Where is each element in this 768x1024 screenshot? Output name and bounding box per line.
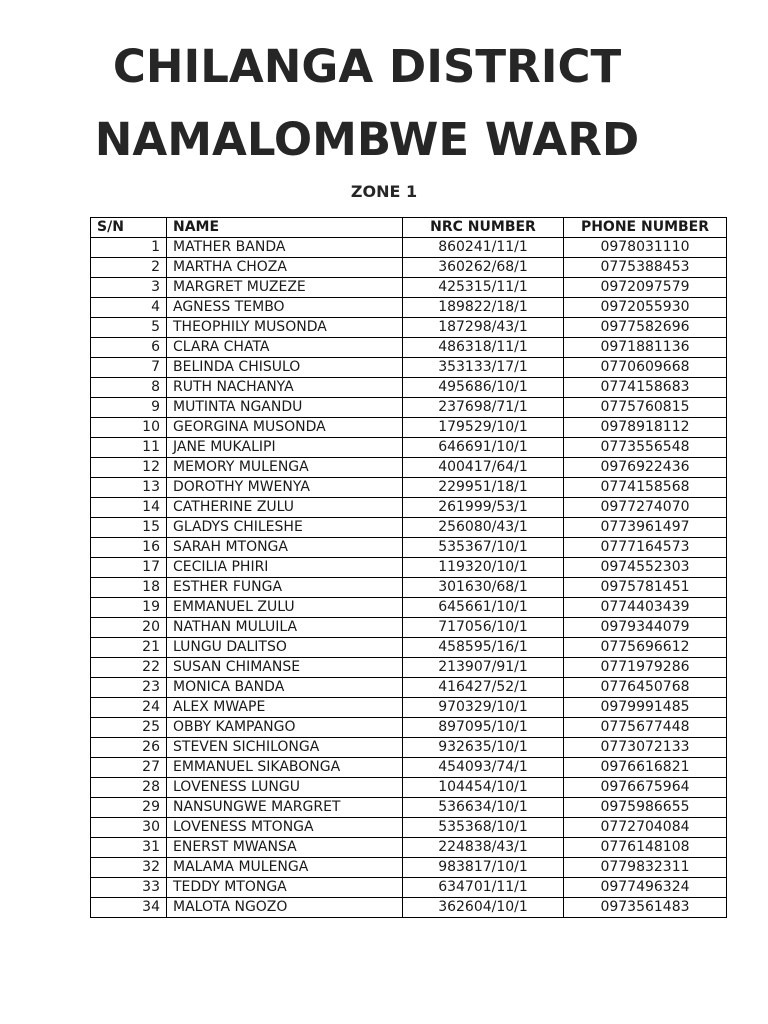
cell-nrc: 237698/71/1: [403, 398, 564, 418]
cell-name: MALAMA MULENGA: [167, 858, 403, 878]
cell-name: CLARA CHATA: [167, 338, 403, 358]
cell-name: MARGRET MUZEZE: [167, 278, 403, 298]
cell-name: ENERST MWANSA: [167, 838, 403, 858]
cell-nrc: 932635/10/1: [403, 738, 564, 758]
cell-nrc: 535368/10/1: [403, 818, 564, 838]
cell-phone: 0774403439: [564, 598, 727, 618]
cell-sn: 22: [91, 658, 167, 678]
table-row: [91, 398, 727, 418]
cell-sn: 21: [91, 638, 167, 658]
table-row: [91, 578, 727, 598]
cell-nrc: 187298/43/1: [403, 318, 564, 338]
cell-name: MEMORY MULENGA: [167, 458, 403, 478]
table-row: [91, 378, 727, 398]
cell-sn: 30: [91, 818, 167, 838]
cell-nrc: 983817/10/1: [403, 858, 564, 878]
cell-phone: 0973561483: [564, 898, 727, 918]
table-row: [91, 558, 727, 578]
cell-sn: 27: [91, 758, 167, 778]
cell-name: JANE MUKALIPI: [167, 438, 403, 458]
cell-phone: 0773556548: [564, 438, 727, 458]
cell-nrc: 360262/68/1: [403, 258, 564, 278]
table-row: [91, 478, 727, 498]
cell-name: EMMANUEL SIKABONGA: [167, 758, 403, 778]
cell-name: EMMANUEL ZULU: [167, 598, 403, 618]
column-header-sn: S/N: [91, 218, 167, 238]
table-row: [91, 638, 727, 658]
table-row: [91, 838, 727, 858]
cell-nrc: 458595/16/1: [403, 638, 564, 658]
cell-nrc: 645661/10/1: [403, 598, 564, 618]
cell-sn: 7: [91, 358, 167, 378]
cell-sn: 34: [91, 898, 167, 918]
cell-name: DOROTHY MWENYA: [167, 478, 403, 498]
cell-sn: 18: [91, 578, 167, 598]
cell-nrc: 646691/10/1: [403, 438, 564, 458]
cell-phone: 0975986655: [564, 798, 727, 818]
cell-nrc: 970329/10/1: [403, 698, 564, 718]
table-row: [91, 298, 727, 318]
cell-name: LOVENESS LUNGU: [167, 778, 403, 798]
cell-name: NATHAN MULUILA: [167, 618, 403, 638]
cell-nrc: 897095/10/1: [403, 718, 564, 738]
roster-table: [90, 217, 727, 918]
column-header-nrc: NRC NUMBER: [403, 218, 564, 238]
cell-sn: 14: [91, 498, 167, 518]
table-row: [91, 358, 727, 378]
cell-nrc: 261999/53/1: [403, 498, 564, 518]
table-row: [91, 678, 727, 698]
cell-name: TEDDY MTONGA: [167, 878, 403, 898]
cell-sn: 17: [91, 558, 167, 578]
cell-nrc: 256080/43/1: [403, 518, 564, 538]
cell-name: STEVEN SICHILONGA: [167, 738, 403, 758]
cell-phone: 0971881136: [564, 338, 727, 358]
table-row: [91, 718, 727, 738]
cell-nrc: 224838/43/1: [403, 838, 564, 858]
cell-phone: 0775760815: [564, 398, 727, 418]
column-header-phone: PHONE NUMBER: [564, 218, 727, 238]
table-row: [91, 618, 727, 638]
cell-sn: 20: [91, 618, 167, 638]
column-header-name: NAME: [167, 218, 403, 238]
cell-sn: 9: [91, 398, 167, 418]
cell-name: MARTHA CHOZA: [167, 258, 403, 278]
cell-nrc: 213907/91/1: [403, 658, 564, 678]
cell-nrc: 536634/10/1: [403, 798, 564, 818]
cell-sn: 4: [91, 298, 167, 318]
cell-nrc: 634701/11/1: [403, 878, 564, 898]
cell-sn: 5: [91, 318, 167, 338]
table-row: [91, 758, 727, 778]
cell-phone: 0977496324: [564, 878, 727, 898]
table-row: [91, 778, 727, 798]
cell-nrc: 495686/10/1: [403, 378, 564, 398]
cell-name: OBBY KAMPANGO: [167, 718, 403, 738]
cell-name: LOVENESS MTONGA: [167, 818, 403, 838]
cell-nrc: 189822/18/1: [403, 298, 564, 318]
cell-sn: 2: [91, 258, 167, 278]
cell-name: AGNESS TEMBO: [167, 298, 403, 318]
cell-phone: 0775388453: [564, 258, 727, 278]
cell-sn: 11: [91, 438, 167, 458]
cell-sn: 33: [91, 878, 167, 898]
table-row: [91, 898, 727, 918]
cell-name: ESTHER FUNGA: [167, 578, 403, 598]
cell-name: MONICA BANDA: [167, 678, 403, 698]
table-row: [91, 498, 727, 518]
cell-phone: 0972055930: [564, 298, 727, 318]
cell-phone: 0978918112: [564, 418, 727, 438]
cell-phone: 0773961497: [564, 518, 727, 538]
cell-nrc: 717056/10/1: [403, 618, 564, 638]
table-row: [91, 658, 727, 678]
table-row: [91, 538, 727, 558]
cell-phone: 0976675964: [564, 778, 727, 798]
cell-sn: 10: [91, 418, 167, 438]
cell-name: MALOTA NGOZO: [167, 898, 403, 918]
table-row: [91, 818, 727, 838]
cell-phone: 0977582696: [564, 318, 727, 338]
cell-phone: 0976616821: [564, 758, 727, 778]
table-row: [91, 418, 727, 438]
cell-sn: 16: [91, 538, 167, 558]
cell-nrc: 400417/64/1: [403, 458, 564, 478]
cell-nrc: 104454/10/1: [403, 778, 564, 798]
cell-phone: 0776450768: [564, 678, 727, 698]
cell-phone: 0775696612: [564, 638, 727, 658]
table-row: [91, 518, 727, 538]
cell-sn: 29: [91, 798, 167, 818]
cell-sn: 12: [91, 458, 167, 478]
document-title-ward: NAMALOMBWE WARD: [94, 113, 640, 166]
cell-phone: 0775677448: [564, 718, 727, 738]
cell-name: MATHER BANDA: [167, 238, 403, 258]
table-row: [91, 278, 727, 298]
cell-phone: 0773072133: [564, 738, 727, 758]
cell-phone: 0777164573: [564, 538, 727, 558]
table-row: [91, 318, 727, 338]
cell-nrc: 229951/18/1: [403, 478, 564, 498]
cell-name: GLADYS CHILESHE: [167, 518, 403, 538]
cell-phone: 0974552303: [564, 558, 727, 578]
cell-phone: 0979344079: [564, 618, 727, 638]
cell-sn: 1: [91, 238, 167, 258]
cell-nrc: 860241/11/1: [403, 238, 564, 258]
table-row: [91, 878, 727, 898]
cell-sn: 24: [91, 698, 167, 718]
cell-sn: 23: [91, 678, 167, 698]
cell-sn: 26: [91, 738, 167, 758]
cell-name: CECILIA PHIRI: [167, 558, 403, 578]
cell-nrc: 362604/10/1: [403, 898, 564, 918]
cell-nrc: 535367/10/1: [403, 538, 564, 558]
table-row: [91, 258, 727, 278]
table-row: [91, 598, 727, 618]
table-row: [91, 738, 727, 758]
cell-sn: 15: [91, 518, 167, 538]
cell-phone: 0976922436: [564, 458, 727, 478]
table-row: [91, 798, 727, 818]
cell-sn: 8: [91, 378, 167, 398]
cell-name: THEOPHILY MUSONDA: [167, 318, 403, 338]
cell-name: ALEX MWAPE: [167, 698, 403, 718]
cell-phone: 0771979286: [564, 658, 727, 678]
cell-phone: 0979991485: [564, 698, 727, 718]
cell-sn: 32: [91, 858, 167, 878]
cell-nrc: 454093/74/1: [403, 758, 564, 778]
cell-phone: 0977274070: [564, 498, 727, 518]
cell-phone: 0978031110: [564, 238, 727, 258]
table-row: [91, 458, 727, 478]
cell-nrc: 179529/10/1: [403, 418, 564, 438]
table-row: [91, 238, 727, 258]
table-row: [91, 338, 727, 358]
cell-phone: 0779832311: [564, 858, 727, 878]
cell-name: NANSUNGWE MARGRET: [167, 798, 403, 818]
cell-name: SARAH MTONGA: [167, 538, 403, 558]
table-row: [91, 698, 727, 718]
cell-phone: 0774158568: [564, 478, 727, 498]
cell-sn: 6: [91, 338, 167, 358]
cell-name: BELINDA CHISULO: [167, 358, 403, 378]
cell-name: LUNGU DALITSO: [167, 638, 403, 658]
cell-name: CATHERINE ZULU: [167, 498, 403, 518]
table-row: [91, 858, 727, 878]
cell-name: SUSAN CHIMANSE: [167, 658, 403, 678]
cell-nrc: 425315/11/1: [403, 278, 564, 298]
cell-phone: 0972097579: [564, 278, 727, 298]
document-title-district: CHILANGA DISTRICT: [112, 40, 622, 93]
table-header-row: [91, 218, 727, 238]
cell-phone: 0776148108: [564, 838, 727, 858]
cell-sn: 25: [91, 718, 167, 738]
cell-nrc: 353133/17/1: [403, 358, 564, 378]
table-body: [91, 238, 727, 918]
zone-heading: ZONE 1: [350, 182, 418, 201]
cell-nrc: 119320/10/1: [403, 558, 564, 578]
cell-name: MUTINTA NGANDU: [167, 398, 403, 418]
cell-sn: 13: [91, 478, 167, 498]
cell-sn: 28: [91, 778, 167, 798]
cell-nrc: 486318/11/1: [403, 338, 564, 358]
cell-nrc: 416427/52/1: [403, 678, 564, 698]
cell-nrc: 301630/68/1: [403, 578, 564, 598]
cell-phone: 0772704084: [564, 818, 727, 838]
cell-phone: 0774158683: [564, 378, 727, 398]
table-row: [91, 438, 727, 458]
cell-sn: 3: [91, 278, 167, 298]
cell-sn: 19: [91, 598, 167, 618]
cell-sn: 31: [91, 838, 167, 858]
cell-name: RUTH NACHANYA: [167, 378, 403, 398]
cell-phone: 0770609668: [564, 358, 727, 378]
cell-name: GEORGINA MUSONDA: [167, 418, 403, 438]
cell-phone: 0975781451: [564, 578, 727, 598]
